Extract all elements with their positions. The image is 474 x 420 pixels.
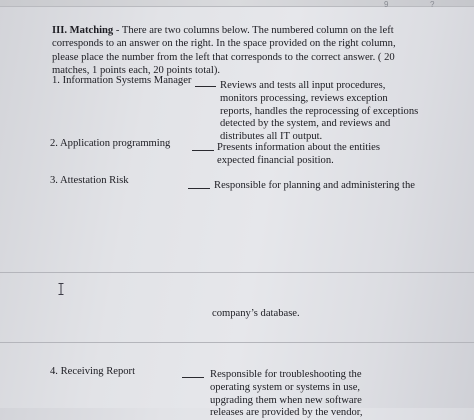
page-top-edge (0, 0, 474, 7)
text-cursor-icon (58, 283, 64, 295)
corner-mark-right: ? (430, 0, 435, 9)
section-title: III. Matching (52, 25, 114, 36)
term-2: 2. Application programming (50, 138, 171, 149)
answer-blank-3[interactable] (188, 188, 210, 189)
term-3: 3. Attestation Risk (50, 175, 129, 186)
corner-mark-left: 9 (384, 0, 389, 9)
page-break-line (0, 272, 474, 273)
answer-description-1: Reviews and tests all input procedures, monitors processing, reviews exception reports, handles the reprocessing of exceptions detected by the system, and reviews and distributes all IT output. (220, 80, 419, 143)
section-instructions (52, 24, 416, 77)
page-break-line-2 (0, 342, 474, 343)
answer-description-3-continued: company’s database. (212, 308, 300, 319)
answer-description-4: Responsible for troubleshooting the operating system or systems in use, upgrading them when new software releases are provided by the vendor, (210, 369, 363, 419)
answer-blank-1[interactable] (195, 86, 216, 87)
term-1: 1. Information Systems Manager (52, 75, 192, 86)
answer-blank-4[interactable] (182, 377, 204, 378)
term-4: 4. Receiving Report (50, 366, 136, 377)
answer-description-2: Presents information about the entities expected financial position. (217, 142, 380, 166)
answer-description-3: Responsible for planning and administering the (214, 180, 415, 191)
answer-blank-2[interactable] (192, 150, 214, 151)
instructions-text: - There are two columns below. The numbered column on the left corresponds to an answer on the right. In the space provided on the right column, please place the number from the left that corresponds to the correct answer. ( 20 matches, 1 points each, 20 points total). (52, 25, 396, 76)
